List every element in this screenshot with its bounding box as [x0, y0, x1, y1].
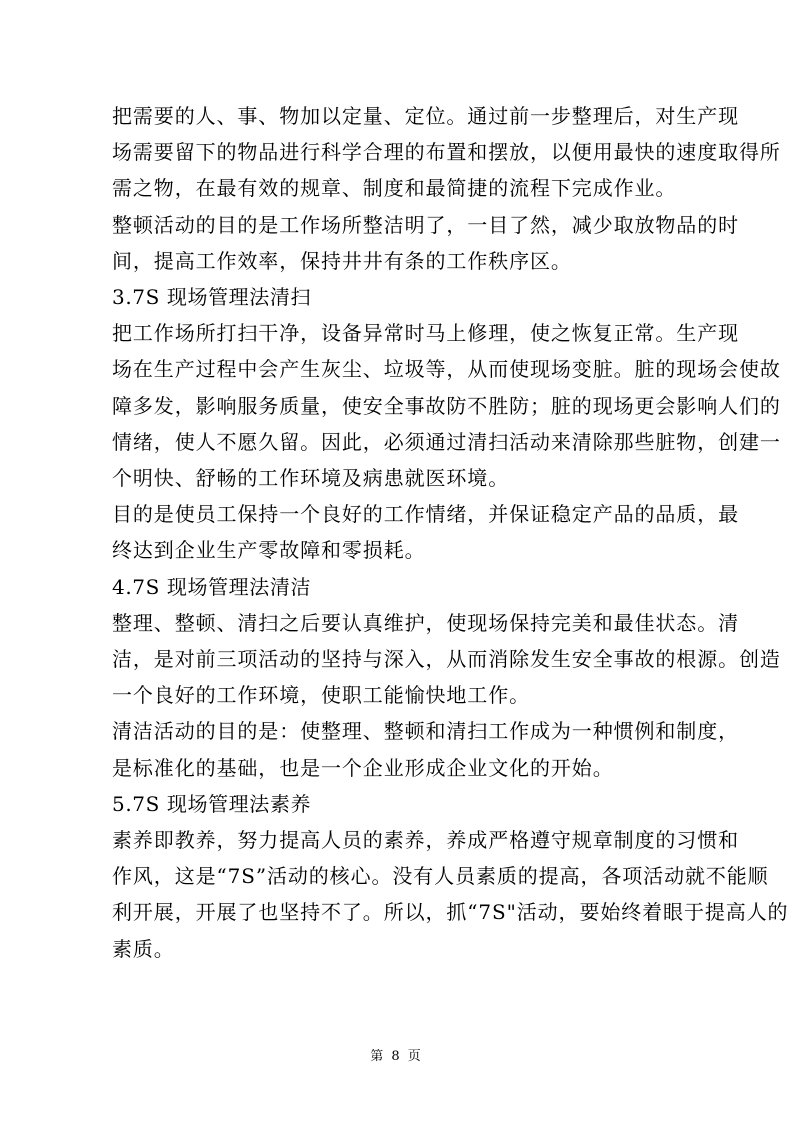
text-line: 场需要留下的物品进行科学合理的布置和摆放，以便用最快的速度取得所: [112, 140, 781, 165]
page-number: 第 8 页: [370, 1049, 423, 1064]
text-line: 个明快、舒畅的工作环境及病患就医环境。: [112, 466, 510, 491]
text-line: 情绪，使人不愿久留。因此，必须通过清扫活动来清除那些脏物，创建一: [112, 429, 781, 454]
text-line: 整顿活动的目的是工作场所整洁明了，一目了然，减少取放物品的时: [112, 212, 739, 237]
text-line: 洁，是对前三项活动的坚持与深入，从而消除发生安全事故的根源。创造: [112, 647, 781, 672]
paragraph-tidiness-definition: [72, 605, 781, 714]
document-body: [72, 98, 789, 967]
paragraph-tidiness-purpose: [72, 713, 739, 785]
text-line: 终达到企业生产零故障和零损耗。: [112, 538, 426, 563]
section-heading-discipline: 5.7S 现场管理法素养: [112, 791, 312, 816]
text-line: 目的是使员工保持一个良好的工作情绪，并保证稳定产品的品质，最: [112, 502, 739, 527]
paragraph-cleaning-definition: [72, 315, 781, 496]
text-line: 障多发，影响服务质量，使安全事故防不胜防；脏的现场更会影响人们的: [112, 393, 781, 418]
paragraph-cleaning-purpose: [72, 496, 739, 568]
text-line: 清洁活动的目的是：使整理、整顿和清扫工作成为一种惯例和制度，: [112, 719, 739, 744]
text-line: 作风，这是“7S”活动的核心。没有人员素质的提高，各项活动就不能顺: [112, 864, 769, 889]
text-line: 间，提高工作效率，保持井井有条的工作秩序区。: [112, 248, 572, 273]
paragraph-arrangement-purpose: [72, 207, 739, 279]
text-line: 把需要的人、事、物加以定量、定位。通过前一步整理后，对生产现: [112, 104, 739, 128]
text-line: 把工作场所打扫干净，设备异常时马上修理，使之恢复正常。生产现: [112, 321, 739, 346]
text-line: 一个良好的工作环境，使职工能愉快地工作。: [112, 683, 530, 708]
text-line: 场在生产过程中会产生灰尘、垃圾等，从而使现场变脏。脏的现场会使故: [112, 357, 781, 382]
text-line: 需之物，在最有效的规章、制度和最简捷的流程下完成作业。: [112, 176, 677, 201]
paragraph-arrangement-definition: [72, 98, 781, 207]
section-heading-cleaning: 3.7S 现场管理法清扫: [112, 285, 312, 310]
text-line: 素养即教养，努力提高人员的素养，养成严格遵守规章制度的习惯和: [112, 828, 739, 853]
text-line: 整理、整顿、清扫之后要认真维护，使现场保持完美和最佳状态。清: [112, 610, 739, 635]
text-line: 利开展，开展了也坚持不了。所以，抓“7S"活动，要始终着眼于提高人的: [112, 900, 789, 925]
text-line: 素质。: [112, 936, 175, 961]
section-heading-tidiness: 4.7S 现场管理法清洁: [112, 574, 312, 599]
text-line: 是标准化的基础，也是一个企业形成企业文化的开始。: [112, 755, 614, 780]
paragraph-discipline-definition: [72, 822, 789, 967]
